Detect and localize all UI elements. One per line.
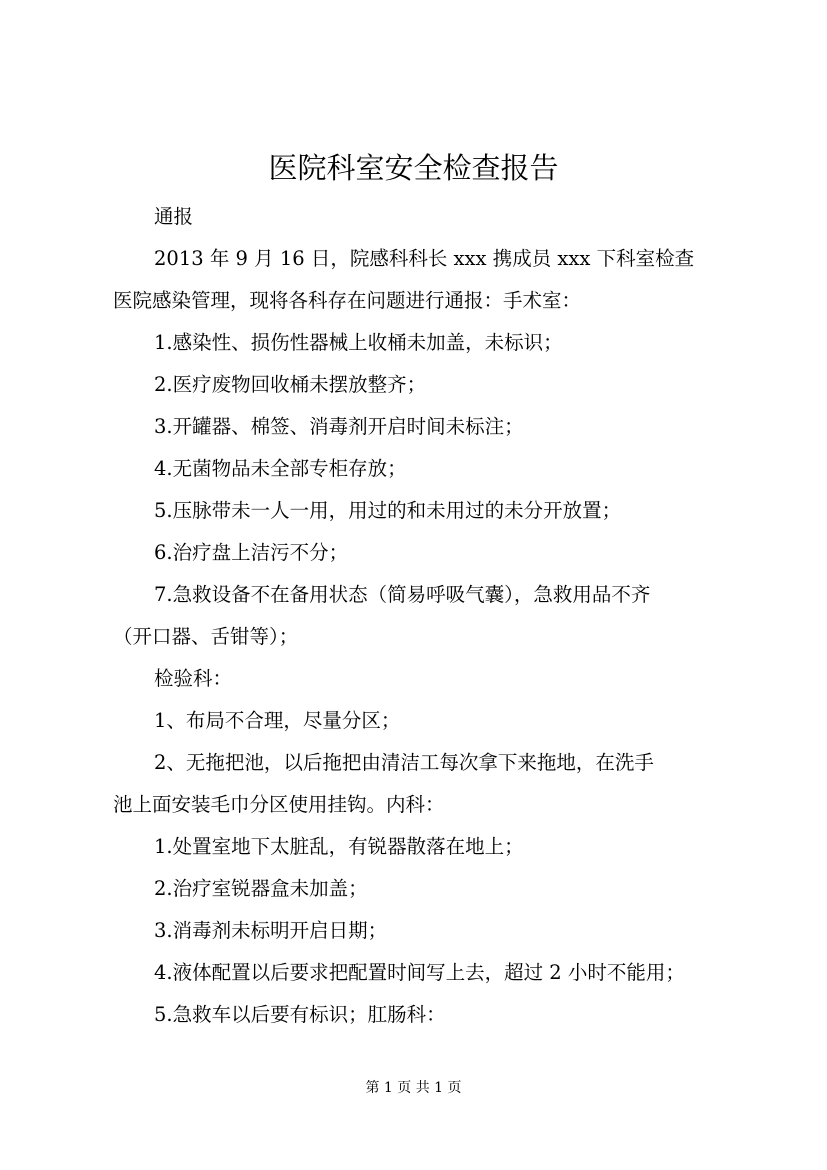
list-item: 1.处置室地下太脏乱，有锐器散落在地上； [154,835,524,858]
paragraph-notice-heading: 通报 [154,205,194,228]
list-item: 4.液体配置以后要求把配置时间写上去，超过 2 小时不能用； [154,961,685,984]
list-item: 2.医疗废物回收桶未摆放整齐； [154,373,427,396]
list-item-continuation: 池上面安装毛巾分区使用挂钩。内科： [113,793,445,816]
paragraph-intro-line1: 2013 年 9 月 16 日，院感科科长 xxx 携成员 xxx 下科室检查 [154,247,695,270]
list-item: 3.消毒剂未标明开启日期； [154,919,388,942]
page-number-footer: 第 1 页 共 1 页 [365,1080,462,1096]
list-item-continuation: （开口器、舌钳等）； [113,625,299,648]
list-item: 5.急救车以后要有标识；肛肠科： [154,1003,446,1026]
list-item: 1、布局不合理，尽量分区； [154,709,401,732]
list-item: 1.感染性、损伤性器械上收桶未加盖，未标识； [154,331,563,354]
list-item: 4.无菌物品未全部专柜存放； [154,457,407,480]
list-item: 2、无拖把池，以后拖把由清洁工每次拿下来拖地，在洗手 [154,751,654,774]
paragraph-intro-line2: 医院感染管理，现将各科存在问题进行通报：手术室： [113,289,582,312]
document-body [113,196,723,1036]
list-item: 6.治疗盘上洁污不分； [154,541,349,564]
list-item: 5.压脉带未一人一用，用过的和未用过的未分开放置； [154,499,622,522]
list-item: 3.开罐器、棉签、消毒剂开启时间未标注； [154,415,524,438]
document-title: 医院科室安全检查报告 [268,151,559,185]
list-item: 7.急救设备不在备用状态（简易呼吸气囊），急救用品不齐 [154,583,651,606]
section-heading-lab: 检验科： [154,667,233,690]
list-item: 2.治疗室锐器盒未加盖； [154,877,368,900]
